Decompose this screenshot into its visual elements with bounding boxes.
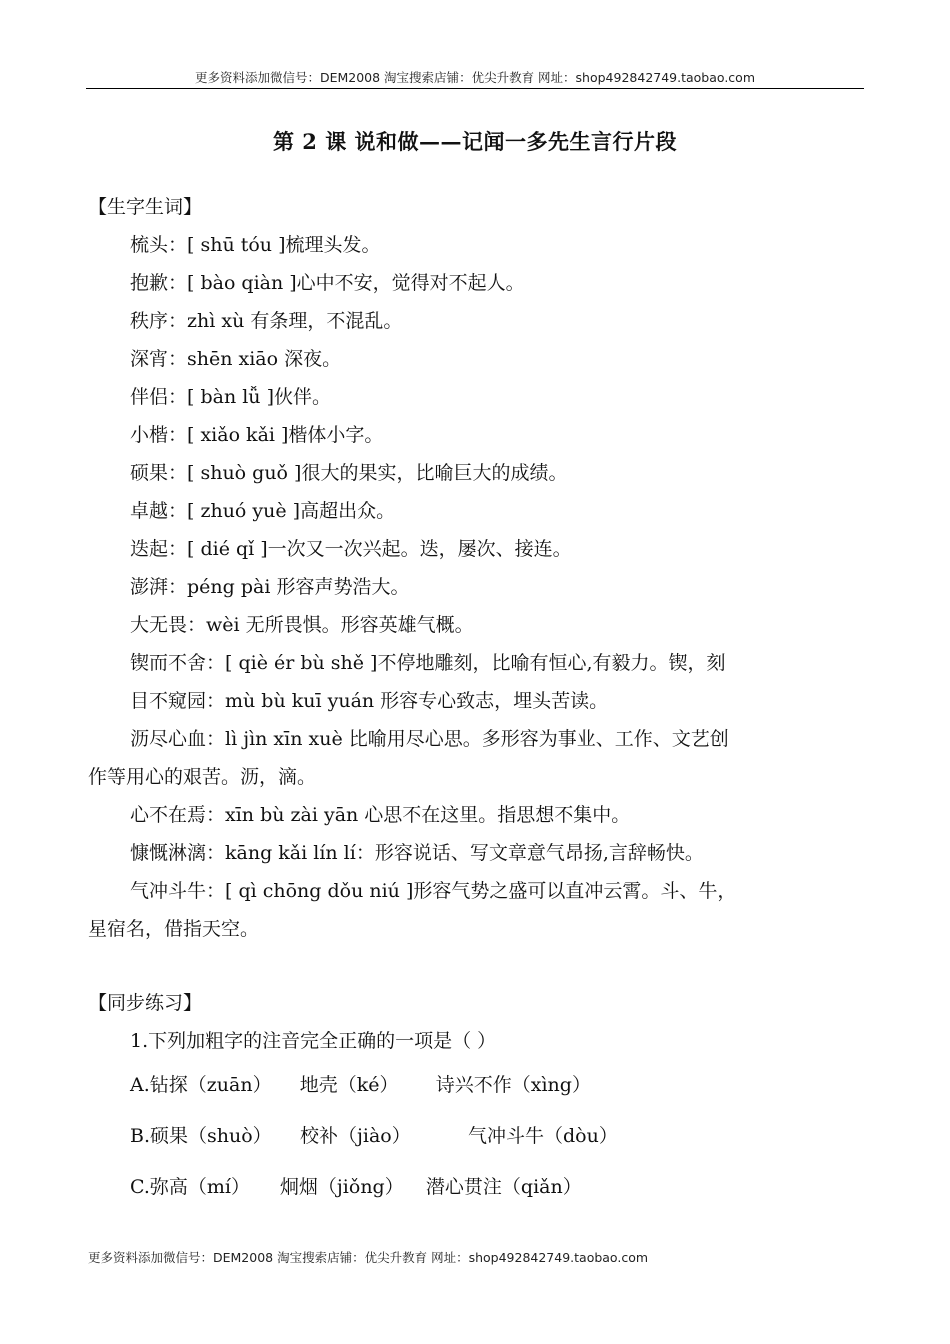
vocab-item-qichong-line1: 气冲斗牛：[ qì chōng dǒu niú ]形容气势之盛可以直冲云霄。斗、牛， — [130, 880, 737, 902]
option-a — [88, 1060, 860, 1111]
vocab-item-qichong-line2: 星宿名，借指天空。 — [88, 918, 260, 940]
option-word: 钻探（zuān） — [149, 1074, 272, 1096]
option-word: 诗兴不作（xìng） — [435, 1074, 591, 1096]
page-header: 更多资料添加微信号：DEM2008 淘宝搜索店铺：优尖升教育 网址：shop492842749.taobao.com — [194, 70, 756, 85]
vocab-item: 锲而不舍：[ qiè ér bù shě ]不停地雕刻，比喻有恒心,有毅力。锲，刻 — [130, 652, 726, 674]
vocab-item: 卓越：[ zhuó yuè ]高超出众。 — [130, 500, 396, 522]
practice-heading: 【同步练习】 — [88, 992, 203, 1014]
option-b — [88, 1111, 860, 1162]
option-label: B. — [130, 1125, 151, 1147]
vocab-item: 梳头：[ shū tóu ]梳理头发。 — [130, 234, 381, 256]
vocab-item: 澎湃：péng pài 形容声势浩大。 — [130, 576, 410, 598]
vocab-item: 目不窥园：mù bù kuī yuán 形容专心致志，埋头苦读。 — [130, 690, 609, 712]
vocab-item-xinbuzai: 心不在焉：xīn bù zài yān 心思不在这里。指思想不集中。 — [130, 804, 631, 826]
option-word: 地壳（ké） — [299, 1074, 399, 1096]
option-word: 气冲斗牛（dòu） — [468, 1125, 618, 1147]
vocab-item: 秩序：zhì xù 有条理，不混乱。 — [130, 310, 403, 332]
option-word: 弥高（mí） — [149, 1176, 250, 1198]
vocab-item-lijin-line2: 作等用心的艰苦。沥，滴。 — [88, 766, 317, 788]
vocab-item: 伴侣：[ bàn lǚ ]伙伴。 — [130, 386, 331, 408]
vocab-item: 小楷：[ xiǎo kǎi ]楷体小字。 — [130, 424, 384, 446]
option-label: A. — [130, 1074, 150, 1096]
vocab-item: 大无畏：wèi 无所畏惧。形容英雄气概。 — [130, 614, 474, 636]
section-gap — [88, 948, 860, 984]
lesson-title: 第 2 课 说和做——记闻一多先生言行片段 — [272, 129, 678, 154]
question-1: 1.下列加粗字的注音完全正确的一项是（ ） — [130, 1030, 497, 1052]
page-footer: 更多资料添加微信号：DEM2008 淘宝搜索店铺：优尖升教育 网址：shop492842749.taobao.com — [88, 1250, 649, 1265]
vocab-item: 迭起：[ dié qǐ ]一次又一次兴起。迭，屡次、接连。 — [130, 538, 572, 560]
vocab-item: 硕果：[ shuò guǒ ]很大的果实，比喻巨大的成绩。 — [130, 462, 568, 484]
vocab-item: 抱歉：[ bào qiàn ]心中不安，觉得对不起人。 — [130, 272, 525, 294]
document-body — [88, 188, 860, 1213]
option-label: C. — [130, 1176, 150, 1198]
option-word: 炯烟（jiǒng） — [279, 1176, 404, 1198]
vocab-item: 深宵：shēn xiāo 深夜。 — [130, 348, 342, 370]
option-word: 硕果（shuò） — [150, 1125, 272, 1147]
header-rule — [86, 88, 864, 89]
vocab-heading: 【生字生词】 — [88, 196, 203, 218]
option-c — [88, 1162, 860, 1213]
vocab-item-kangkai: 慷慨淋漓：kāng kǎi lín lí：形容说话、写文章意气昂扬,言辞畅快。 — [130, 842, 704, 864]
vocab-item-lijin-line1: 沥尽心血：lì jìn xīn xuè 比喻用尽心思。多形容为事业、工作、文艺创 — [130, 728, 729, 750]
option-word: 潜心贯注（qiǎn） — [425, 1176, 582, 1198]
option-word: 校补（jiào） — [300, 1125, 411, 1147]
